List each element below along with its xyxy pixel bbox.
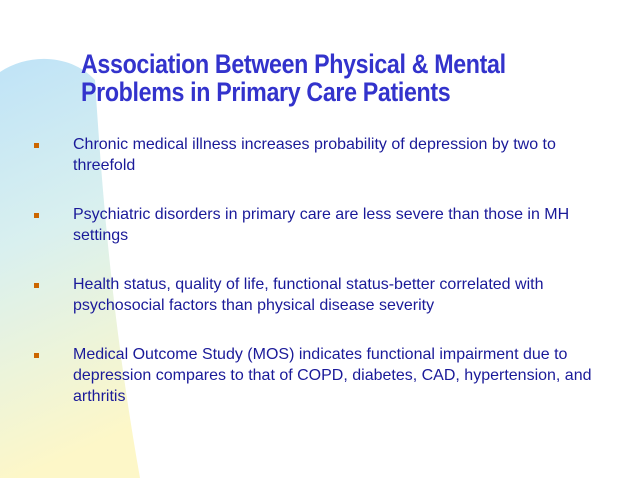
slide-title-line-2: Problems in Primary Care Patients — [81, 77, 451, 107]
bullet-item-health-status — [33, 274, 613, 316]
bullet-item-psychiatric-disorders — [33, 204, 613, 246]
bullet-text: Chronic medical illness increases probability of depression by two to threefold — [73, 136, 556, 174]
square-bullet-icon — [34, 143, 39, 148]
bullet-item-mos-study — [33, 344, 613, 407]
square-bullet-icon — [34, 213, 39, 218]
bullet-list — [33, 134, 613, 435]
square-bullet-icon — [34, 283, 39, 288]
slide-title-line-1: Association Between Physical & Mental — [81, 49, 506, 79]
bullet-text: Medical Outcome Study (MOS) indicates functional impairment due to depression compares to that of COPD, diabetes, CAD, hypertension, and arthritis — [73, 346, 592, 405]
bullet-item-chronic-illness — [33, 134, 613, 176]
bullet-text: Health status, quality of life, functional status-better correlated with psychosocial factors than physical disease severity — [73, 276, 544, 314]
square-bullet-icon — [34, 353, 39, 358]
slide-title — [81, 50, 545, 106]
bullet-text: Psychiatric disorders in primary care are less severe than those in MH settings — [73, 206, 570, 244]
